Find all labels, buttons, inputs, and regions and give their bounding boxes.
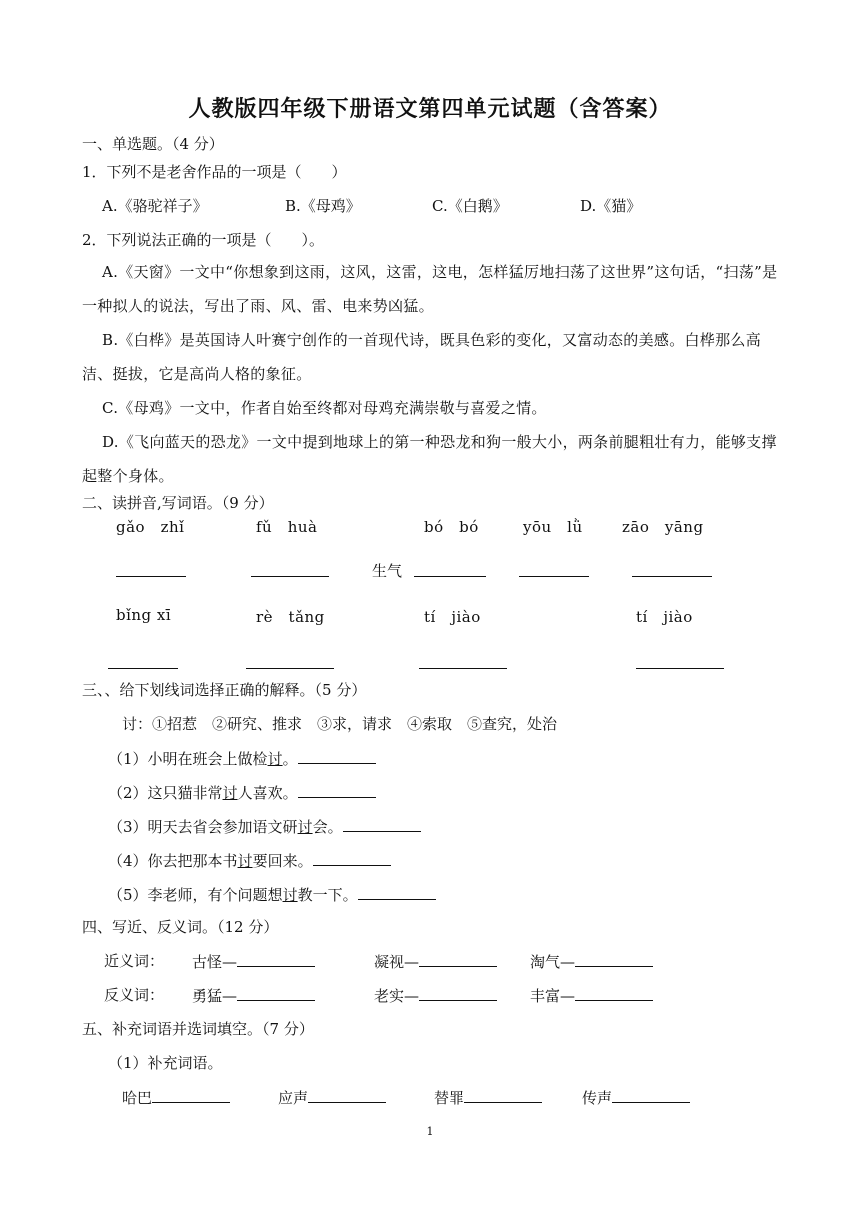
pinyin-retang: rè tǎng: [256, 608, 325, 626]
tao-definitions: 讨：①招惹 ②研究、推求 ③求，请求 ④索取 ⑤查究，处治: [122, 715, 558, 733]
pinyin-tijiao-1: tí jiào: [424, 608, 481, 626]
near-word-1: 古怪—: [192, 950, 315, 972]
section-1-heading: 一、单选题。（4 分）: [82, 135, 224, 153]
pinyin-zaoyang: zāo yāng: [622, 518, 704, 536]
s3-item-3: （3）明天去省会参加语文研讨会。: [108, 815, 421, 837]
s3-item-2: （2）这只猫非常讨人喜欢。: [108, 781, 376, 803]
answer-blank[interactable]: [636, 668, 724, 669]
answer-blank[interactable]: [612, 1086, 690, 1103]
q1-option-d: D.《猫》: [580, 197, 642, 215]
answer-blank[interactable]: [419, 668, 507, 669]
fill-word-4: 传声: [582, 1086, 690, 1108]
section-4-heading: 四、写近、反义词。（12 分）: [82, 918, 279, 936]
answer-blank[interactable]: [152, 1086, 230, 1103]
q2-option-d-text: D.《飞向蓝天的恐龙》一文中提到地球上的第一种恐龙和狗一般大小，两条前腿粗壮有力，能够支撑起整个身体。: [82, 433, 777, 485]
answer-blank[interactable]: [237, 950, 315, 967]
pinyin-fuhua: fǔ huà: [256, 518, 318, 536]
anti-label: 反义词：: [104, 986, 165, 1004]
near-word-2: 凝视—: [374, 950, 497, 972]
near-label: 近义词：: [104, 952, 165, 970]
near-word-3: 淘气—: [530, 950, 653, 972]
q1-option-c: C.《白鹅》: [432, 197, 508, 215]
answer-blank[interactable]: [414, 576, 486, 577]
q2-option-c: [82, 391, 782, 425]
q2-option-a: [82, 255, 782, 323]
answer-blank[interactable]: [298, 747, 376, 764]
section-5-heading: 五、补充词语并选词填空。（7 分）: [82, 1020, 314, 1038]
q1-option-b: B.《母鸡》: [285, 197, 361, 215]
answer-blank[interactable]: [116, 576, 186, 577]
fill-word-1: 哈巴: [122, 1086, 230, 1108]
q1-option-a: A.《骆驼祥子》: [102, 197, 208, 215]
answer-blank[interactable]: [419, 984, 497, 1001]
fill-word-2: 应声: [278, 1086, 386, 1108]
s3-item-4: （4）你去把那本书讨要回来。: [108, 849, 391, 871]
q2-option-b: [82, 323, 782, 391]
q2-option-b-text: B.《白桦》是英国诗人叶赛宁创作的一首现代诗，既具色彩的变化，又富动态的美感。白桦那么高洁、挺拔，它是高尚人格的象征。: [82, 331, 761, 383]
answer-blank[interactable]: [313, 849, 391, 866]
section-3-heading: 三、、给下划线词选择正确的解释。（5 分）: [82, 681, 367, 699]
answer-blank[interactable]: [246, 668, 334, 669]
answer-blank[interactable]: [298, 781, 376, 798]
pinyin-tijiao-2: tí jiào: [636, 608, 693, 626]
s3-item-1: （1）小明在班会上做检讨。: [108, 747, 376, 769]
q2-option-d: [82, 425, 782, 493]
answer-blank[interactable]: [343, 815, 421, 832]
section-2-heading: 二、读拼音,写词语。（9 分）: [82, 494, 274, 512]
anti-word-1: 勇猛—: [192, 984, 315, 1006]
q2-stem: 2．下列说法正确的一项是（ ）。: [82, 231, 325, 249]
answer-blank[interactable]: [237, 984, 315, 1001]
answer-blank[interactable]: [575, 984, 653, 1001]
shengqi-text: 生气: [372, 562, 403, 580]
pinyin-gaozhi: gǎo zhǐ: [116, 518, 185, 536]
q2-option-a-text: A.《天窗》一文中“你想象到这雨，这风，这雷，这电，怎样猛厉地扫荡了这世界”这句话，“扫荡”是一种拟人的说法，写出了雨、风、雷、电来势凶猛。: [82, 263, 778, 315]
answer-blank[interactable]: [575, 950, 653, 967]
answer-blank[interactable]: [358, 883, 436, 900]
page-title: 人教版四年级下册语文第四单元试题（含答案）: [188, 96, 672, 122]
answer-blank[interactable]: [464, 1086, 542, 1103]
page-number: 1: [426, 1125, 434, 1138]
q1-stem: 1．下列不是老舍作品的一项是（ ）: [82, 163, 347, 181]
q2-option-c-text: C.《母鸡》一文中，作者自始至终都对母鸡充满崇敬与喜爱之情。: [102, 399, 547, 417]
fill-word-3: 替罪: [434, 1086, 542, 1108]
answer-blank[interactable]: [308, 1086, 386, 1103]
pinyin-youlv: yōu lǜ: [523, 518, 583, 536]
anti-word-3: 丰富—: [530, 984, 653, 1006]
s5-subheading: （1）补充词语。: [108, 1054, 223, 1072]
answer-blank[interactable]: [419, 950, 497, 967]
pinyin-bingxi: bǐng xī: [116, 606, 172, 624]
answer-blank[interactable]: [519, 576, 589, 577]
s3-item-5: （5）李老师，有个问题想讨教一下。: [108, 883, 436, 905]
answer-blank[interactable]: [251, 576, 329, 577]
answer-blank[interactable]: [632, 576, 712, 577]
anti-word-2: 老实—: [374, 984, 497, 1006]
pinyin-bobo: bó bó: [424, 518, 479, 536]
answer-blank[interactable]: [108, 668, 178, 669]
